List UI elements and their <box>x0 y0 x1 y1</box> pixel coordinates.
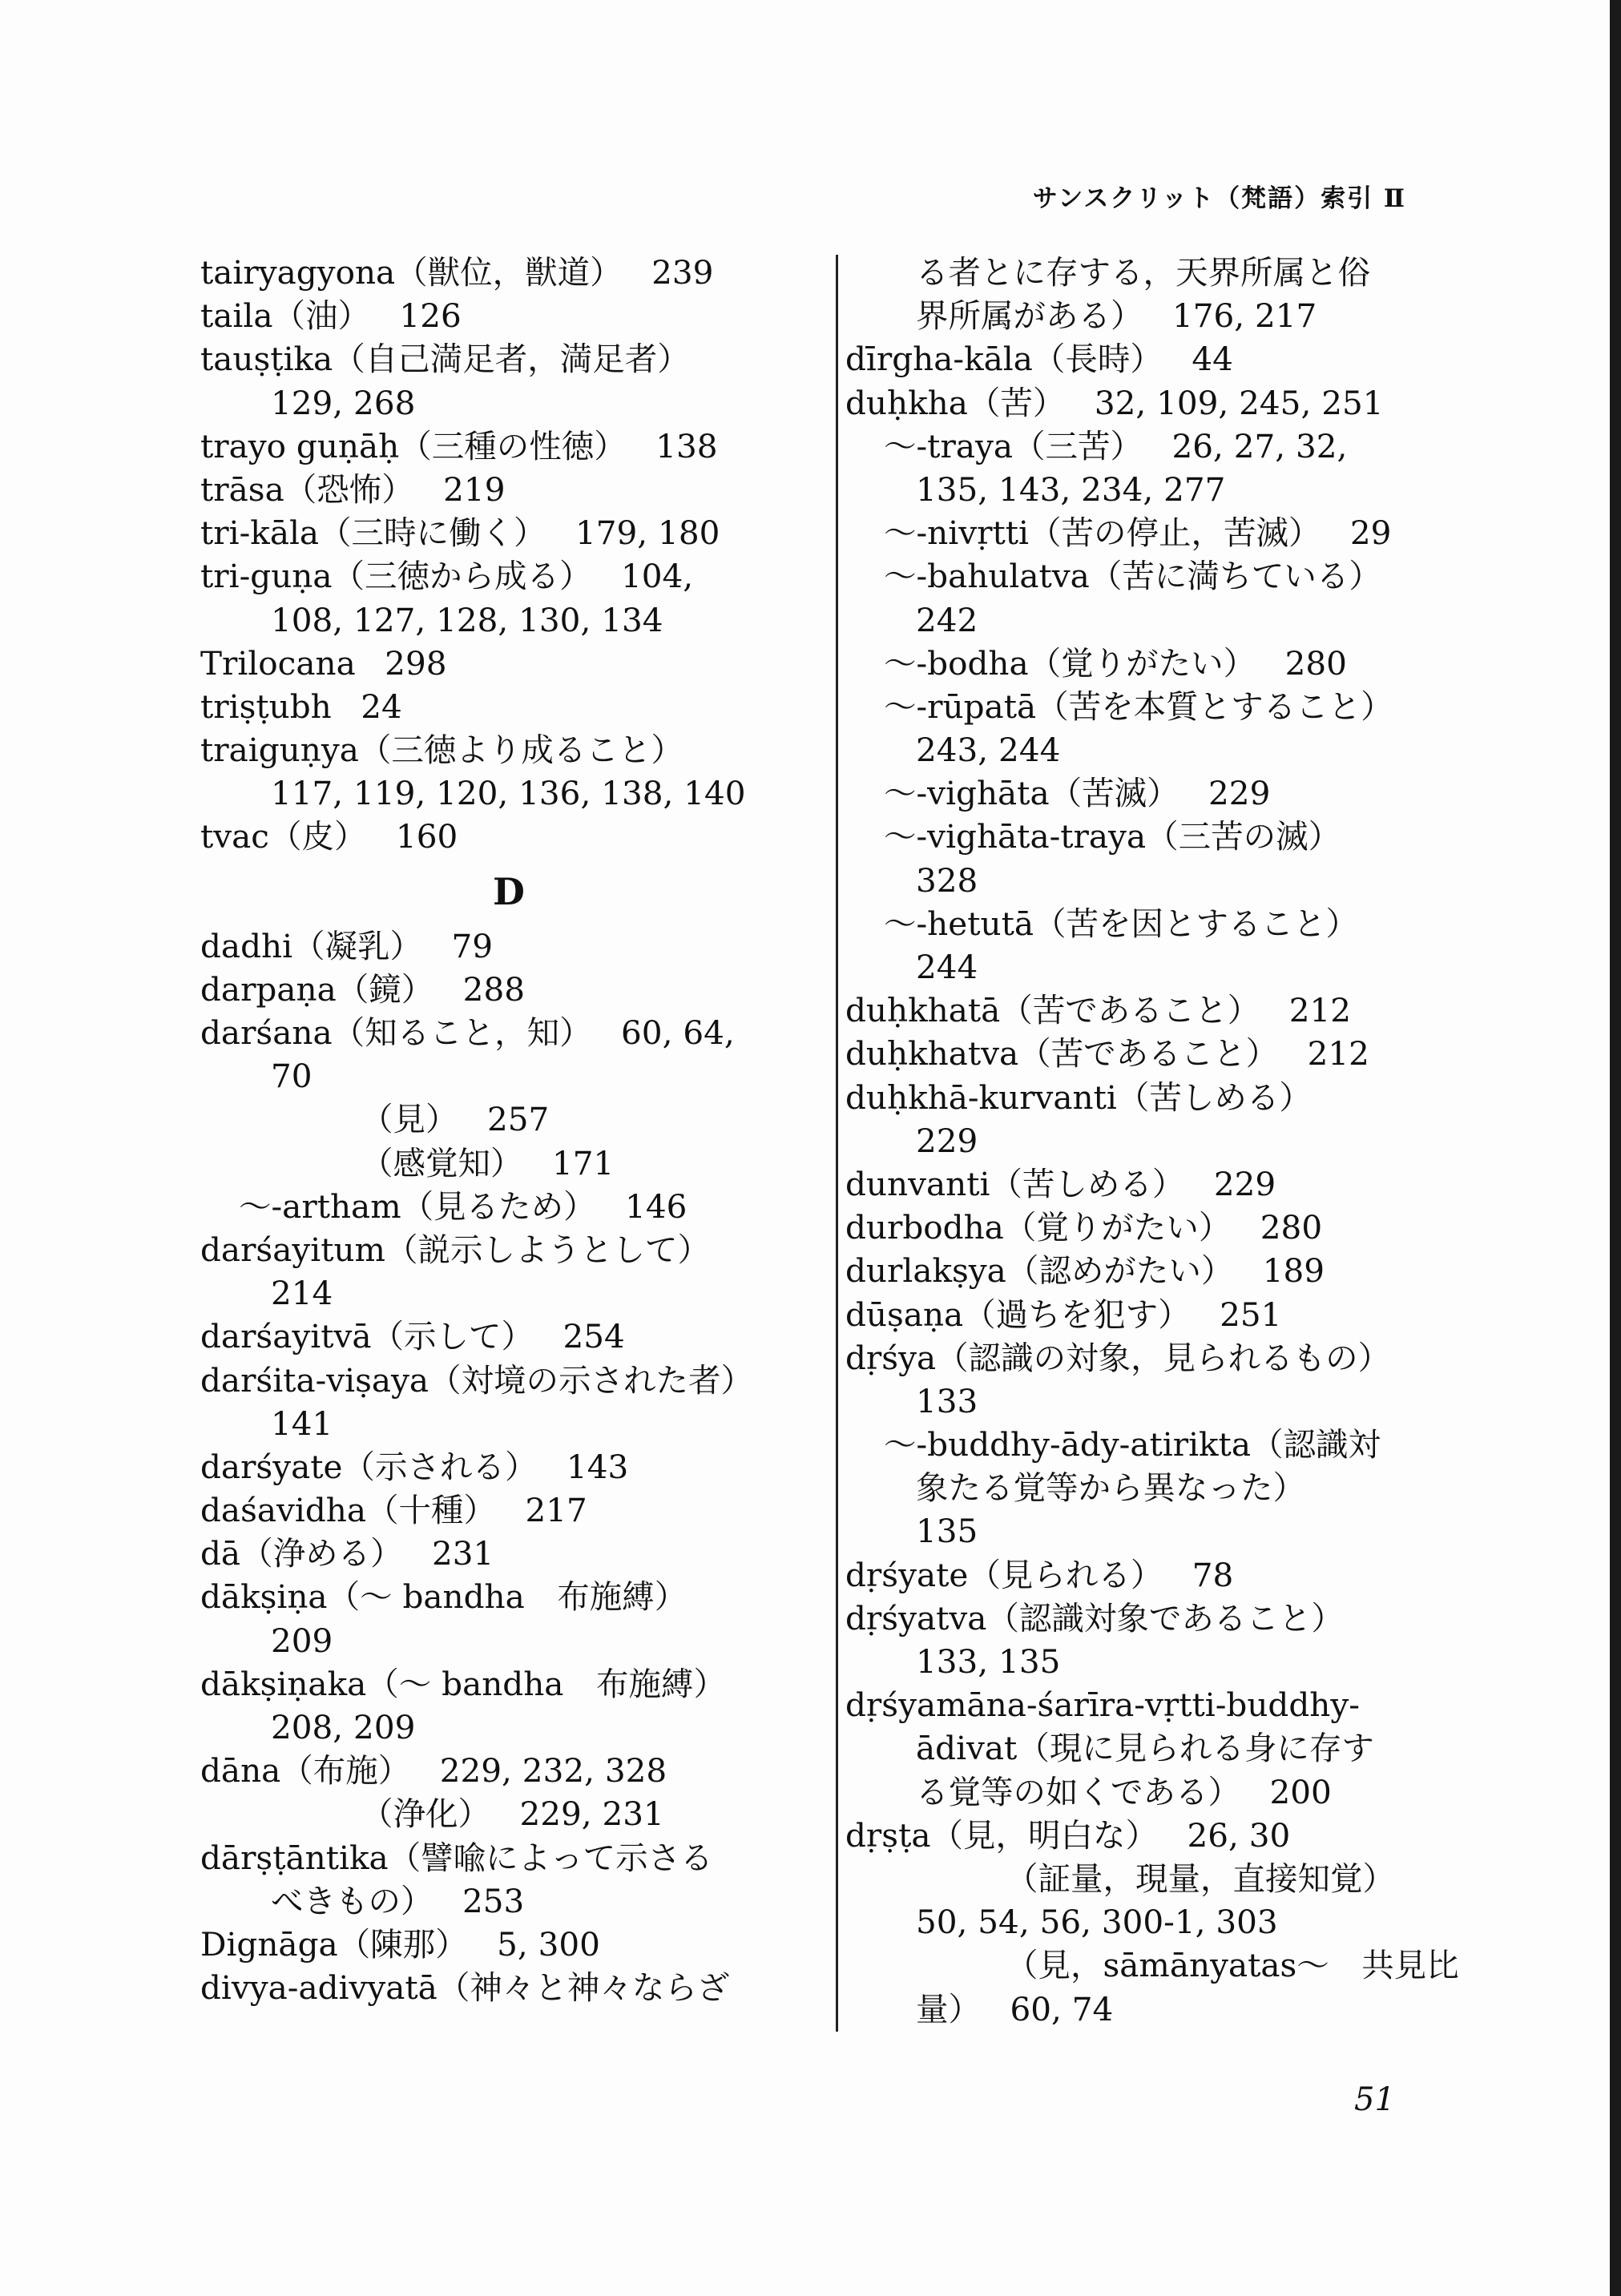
entry-page-refs: 253 <box>462 1881 525 1920</box>
entry-term: dṛśyatva（認識対象であること） <box>845 1598 1344 1637</box>
index-entry <box>200 1011 817 1054</box>
index-entry <box>845 815 1454 858</box>
entry-term: ～-rūpatā（苦を本質とすること） <box>884 687 1393 726</box>
index-entry <box>200 294 817 337</box>
entry-page-refs: 239 <box>651 253 714 292</box>
index-entry <box>200 337 817 381</box>
index-entry <box>845 1423 1454 1466</box>
entry-term: 量） <box>916 1989 981 2028</box>
entry-page-refs: 133, 135 <box>916 1642 1061 1681</box>
index-entry <box>845 425 1454 468</box>
page-number: 51 <box>1354 2081 1395 2118</box>
index-entry <box>200 425 817 468</box>
index-entry <box>845 642 1454 685</box>
section-heading: D <box>493 869 525 913</box>
entry-term: ～-vighāta（苦滅） <box>884 774 1179 813</box>
entry-page-refs: 280 <box>1260 1208 1323 1247</box>
entry-page-refs: 288 <box>462 969 525 1009</box>
index-entry <box>845 1032 1454 1075</box>
index-entry <box>845 511 1454 554</box>
entry-term: ～-traya（三苦） <box>884 426 1143 465</box>
index-entry <box>200 251 817 294</box>
entry-term: dākṣiṇaka（～ bandha 布施縛） <box>200 1664 726 1703</box>
index-entry <box>200 468 817 511</box>
entry-page-refs: 176, 217 <box>1171 296 1317 336</box>
index-entry <box>845 1640 1454 1683</box>
index-entry <box>200 1879 817 1923</box>
entry-page-refs: 32, 109, 245, 251 <box>1094 383 1384 422</box>
entry-term: ～-bodha（覚りがたい） <box>884 643 1256 683</box>
entry-page-refs: 26, 27, 32, <box>1171 426 1348 465</box>
index-entry <box>200 771 817 815</box>
entry-term: trāsa（恐怖） <box>200 469 414 509</box>
entry-page-refs: 5, 300 <box>497 1924 600 1964</box>
entry-term: trayo guṇāḥ（三種の性徳） <box>200 426 627 465</box>
index-entry <box>200 1228 817 1271</box>
entry-page-refs: 29 <box>1349 514 1392 553</box>
left-entries <box>200 251 817 859</box>
entry-page-refs: 70 <box>271 1057 313 1096</box>
index-entry <box>200 381 817 425</box>
entry-page-refs: 189 <box>1262 1251 1325 1291</box>
entry-page-refs: 24 <box>361 687 402 726</box>
entry-page-refs: 251 <box>1220 1295 1282 1334</box>
index-entry <box>845 1336 1454 1380</box>
entry-page-refs: 229 <box>1213 1164 1276 1203</box>
right-column <box>845 251 1459 2031</box>
entry-term: （証量，現量，直接知覚） <box>1006 1859 1395 1898</box>
entry-term: durlakṣya（認めがたい） <box>845 1251 1234 1291</box>
entry-page-refs: 141 <box>271 1404 333 1443</box>
entry-page-refs: 229, 232, 328 <box>439 1751 667 1790</box>
entry-term: （感覚知） <box>361 1143 523 1182</box>
index-entry <box>845 1597 1454 1640</box>
running-head: サンスクリット（梵語）索引 Ⅱ <box>1032 184 1406 213</box>
entry-term: （見，sāmānyatas～ 共見比 <box>1006 1946 1459 1985</box>
index-entry <box>200 1315 817 1358</box>
entry-page-refs: 50, 54, 56, 300-1, 303 <box>916 1903 1278 1942</box>
entry-page-refs: 212 <box>1288 991 1352 1030</box>
index-entry <box>200 1619 817 1662</box>
index-entry <box>845 989 1454 1032</box>
left-entries-d <box>200 924 817 2010</box>
entry-term: る者とに存する，天界所属と俗 <box>916 253 1370 292</box>
index-entry <box>200 1706 817 1749</box>
entry-page-refs: 160 <box>395 817 458 856</box>
index-entry <box>845 1293 1454 1336</box>
entry-page-refs: 129, 268 <box>271 383 416 422</box>
entry-page-refs: 229 <box>1208 774 1271 813</box>
entry-page-refs: 242 <box>916 600 978 639</box>
index-entry <box>845 728 1454 771</box>
entry-term: Dignāga（陳那） <box>200 1924 468 1964</box>
index-entry <box>845 1857 1454 1900</box>
index-entry <box>845 771 1454 815</box>
entry-page-refs: 146 <box>625 1186 688 1226</box>
entry-term: ～-vighāta-traya（三苦の滅） <box>884 817 1341 856</box>
entry-page-refs: 219 <box>443 469 506 509</box>
index-entry <box>200 1142 817 1185</box>
entry-term: duḥkhatā（苦であること） <box>845 991 1260 1030</box>
entry-term: ～-bahulatva（苦に満ちている） <box>884 557 1381 596</box>
entry-page-refs: 217 <box>525 1491 587 1530</box>
entry-term: darśayitum（説示しようとして） <box>200 1230 710 1269</box>
entry-term: ～-artham（見るため） <box>239 1186 596 1226</box>
left-column <box>200 251 817 2009</box>
index-entry <box>845 294 1454 337</box>
entry-page-refs: 104, <box>620 557 694 596</box>
index-entry <box>845 1814 1454 1857</box>
entry-term: dṛśya（認識の対象，見られるもの） <box>845 1338 1391 1377</box>
entry-term: ～-buddhy-ādy-atirikta（認識対 <box>884 1425 1381 1464</box>
entry-term: duḥkhā-kurvanti（苦しめる） <box>845 1078 1312 1117</box>
entry-page-refs: 60, 74 <box>1010 1989 1114 2028</box>
entry-page-refs: 328 <box>916 860 978 900</box>
entry-term: 界所属がある） <box>916 296 1143 336</box>
index-entry <box>200 1966 817 2009</box>
entry-page-refs: 133 <box>916 1381 978 1420</box>
index-entry <box>845 1988 1454 2031</box>
entry-term: dūṣaṇa（過ちを犯す） <box>845 1295 1191 1334</box>
index-entry <box>200 1575 817 1618</box>
entry-page-refs: 179, 180 <box>575 514 720 553</box>
entry-term: tri-guṇa（三徳から成る） <box>200 557 592 596</box>
index-entry <box>845 945 1454 989</box>
entry-term: darśayitvā（示して） <box>200 1317 534 1356</box>
entry-term: （見） <box>361 1100 458 1139</box>
entry-term: divya-adivyatā（神々と神々ならざ <box>200 1968 730 2008</box>
entry-page-refs: 200 <box>1269 1772 1332 1811</box>
entry-term: darśyate（示される） <box>200 1447 538 1486</box>
entry-page-refs: 231 <box>432 1534 494 1573</box>
entry-page-refs: 212 <box>1307 1034 1369 1073</box>
index-entry <box>200 1836 817 1879</box>
entry-page-refs: 298 <box>385 643 447 683</box>
index-entry <box>200 1532 817 1575</box>
entry-term: ādivat（現に見られる身に存す <box>916 1729 1374 1768</box>
entry-page-refs: 229 <box>916 1121 978 1160</box>
entry-term: traiguṇya（三徳より成ること） <box>200 731 683 770</box>
index-entry <box>200 1359 817 1402</box>
index-entry <box>200 968 817 1011</box>
entry-page-refs: 229, 231 <box>519 1795 664 1834</box>
entry-term: tvac（皮） <box>200 817 367 856</box>
index-entry <box>200 1402 817 1445</box>
index-entry <box>200 685 817 728</box>
index-entry <box>200 1662 817 1706</box>
entry-term: る覚等の如くである） <box>916 1772 1240 1811</box>
entry-term: Trilocana <box>200 643 356 683</box>
entry-term: taila（油） <box>200 296 370 336</box>
entry-term: dāna（布施） <box>200 1751 411 1790</box>
entry-term: triṣṭubh <box>200 687 332 726</box>
index-entry <box>845 1553 1454 1597</box>
index-entry <box>200 1098 817 1141</box>
entry-term: dārṣṭāntika（譬喩によって示さる <box>200 1838 713 1877</box>
index-entry <box>200 554 817 598</box>
index-entry <box>845 598 1454 642</box>
entry-term: dā（浄める） <box>200 1534 403 1573</box>
right-entries <box>845 251 1459 2031</box>
index-entry <box>845 1380 1454 1423</box>
index-entry <box>200 924 817 968</box>
index-entry <box>200 1488 817 1532</box>
entry-term: daśavidha（十種） <box>200 1491 496 1530</box>
index-entry <box>845 1770 1454 1814</box>
index-entry <box>200 598 817 642</box>
entry-page-refs: 117, 119, 120, 136, 138, 140 <box>271 774 746 813</box>
entry-page-refs: 108, 127, 128, 130, 134 <box>271 600 663 639</box>
index-entry <box>200 1792 817 1835</box>
entry-page-refs: 143 <box>566 1447 629 1486</box>
entry-term: dīrgha-kāla（長時） <box>845 340 1163 379</box>
page-edge-shadow <box>1610 0 1621 2296</box>
column-rule <box>836 255 838 2032</box>
index-entry <box>845 468 1454 511</box>
entry-page-refs: 214 <box>271 1274 333 1313</box>
entry-page-refs: 254 <box>563 1317 625 1356</box>
index-entry <box>845 1509 1454 1553</box>
index-entry <box>200 511 817 554</box>
entry-term: dadhi（凝乳） <box>200 926 423 965</box>
entry-page-refs: 135, 143, 234, 277 <box>916 469 1226 509</box>
entry-term: duḥkha（苦） <box>845 383 1066 422</box>
entry-term: tauṣṭika（自己満足者，満足者） <box>200 340 690 379</box>
index-entry <box>845 381 1454 425</box>
entry-page-refs: 208, 209 <box>271 1708 416 1746</box>
entry-term: dākṣiṇa（～ bandha 布施縛） <box>200 1577 688 1617</box>
index-entry <box>200 1185 817 1228</box>
entry-term: tri-kāla（三時に働く） <box>200 514 546 553</box>
entry-page-refs: 257 <box>486 1100 550 1139</box>
entry-term: durbodha（覚りがたい） <box>845 1208 1232 1247</box>
entry-term: 象たる覚等から異なった） <box>916 1468 1305 1508</box>
entry-page-refs: 60, 64, <box>621 1013 735 1052</box>
index-entry <box>200 1749 817 1792</box>
entry-page-refs: 26, 30 <box>1187 1815 1291 1855</box>
index-entry <box>845 554 1454 598</box>
index-entry <box>845 1944 1459 1987</box>
index-entry <box>845 1683 1454 1726</box>
index-entry <box>845 902 1454 945</box>
index-entry <box>845 1162 1454 1206</box>
entry-term: ～-hetutā（苦を因とすること） <box>884 904 1359 943</box>
entry-term: べきもの） <box>271 1881 433 1920</box>
index-entry <box>200 642 817 685</box>
index-entry <box>845 859 1454 902</box>
entry-page-refs: 138 <box>655 426 718 465</box>
entry-term: darśana（知ること，知） <box>200 1013 592 1052</box>
index-entry <box>845 251 1454 294</box>
entry-term: darpaṇa（鏡） <box>200 969 434 1009</box>
index-entry <box>200 1445 817 1488</box>
entry-term: ～-nivṛtti（苦の停止，苦滅） <box>884 514 1321 553</box>
entry-page-refs: 171 <box>551 1143 615 1182</box>
entry-page-refs: 126 <box>399 296 462 336</box>
entry-term: dṛśyamāna-śarīra-vṛtti-buddhy- <box>845 1686 1360 1725</box>
index-entry <box>200 1054 817 1098</box>
index-entry <box>845 1206 1454 1249</box>
entry-term: dṛṣṭa（見，明白な） <box>845 1815 1158 1855</box>
index-entry <box>845 1119 1454 1162</box>
entry-page-refs: 79 <box>451 926 494 965</box>
entry-page-refs: 243, 244 <box>916 731 1061 770</box>
entry-page-refs: 244 <box>916 948 978 986</box>
entry-page-refs: 209 <box>271 1621 333 1660</box>
entry-page-refs: 78 <box>1192 1555 1234 1594</box>
entry-term: duḥkhatva（苦であること） <box>845 1034 1279 1073</box>
entry-page-refs: 135 <box>916 1512 978 1551</box>
index-entry <box>200 1271 817 1315</box>
index-entry <box>845 1900 1454 1944</box>
index-entry <box>200 815 817 858</box>
entry-page-refs: 44 <box>1192 340 1233 379</box>
index-entry <box>200 728 817 771</box>
entry-term: dunvanti（苦しめる） <box>845 1164 1185 1203</box>
entry-term: （浄化） <box>361 1795 490 1834</box>
index-entry <box>845 1076 1454 1119</box>
entry-term: darśita-viṣaya（対境の示された者） <box>200 1360 754 1400</box>
index-entry <box>845 337 1454 381</box>
index-entry <box>845 1249 1454 1292</box>
index-entry <box>200 1923 817 1966</box>
entry-term: dṛśyate（見られる） <box>845 1555 1163 1594</box>
index-entry <box>845 1466 1454 1509</box>
index-entry <box>845 685 1454 728</box>
index-entry <box>845 1726 1454 1770</box>
entry-term: tairyagyona（獣位，獣道） <box>200 253 623 292</box>
entry-page-refs: 280 <box>1284 643 1347 683</box>
